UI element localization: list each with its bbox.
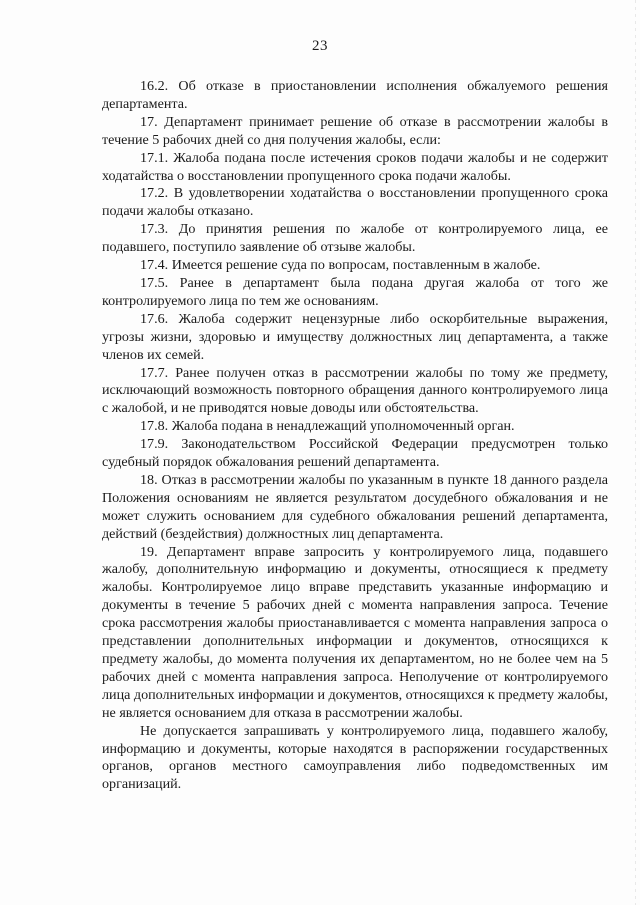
paragraph-17-3: 17.3. До принятия решения по жалобе от контролируемого лица, ее подавшего, поступило заявление об отзыве жалобы. xyxy=(102,221,608,256)
paragraph-17-9: 17.9. Законодательством Российской Федерации предусмотрен только судебный порядок обжалования решений департамента. xyxy=(102,436,608,471)
document-body xyxy=(102,78,608,794)
page-number: 23 xyxy=(312,38,328,54)
paragraph-17-8: 17.8. Жалоба подана в ненадлежащий уполномоченный орган. xyxy=(140,418,515,435)
paragraph-17-4: 17.4. Имеется решение суда по вопросам, поставленным в жалобе. xyxy=(140,257,541,274)
paragraph-17-5: 17.5. Ранее в департамент была подана другая жалоба от того же контролируемого лица по тем же основаниям. xyxy=(102,274,608,309)
paragraph-19: 19. Департамент вправе запросить у контролируемого лица, подавшего жалобу, дополнительную информацию и документы, относящиеся к предмету жалобы. Контролируемое лицо вправе представить указанные информацию и документы в течение 5 рабочих дней с момента направления запроса. Течение срока рассмотрения жалобы приостанавливается с момента направления запроса о представлении дополнительных информации и документов, относящихся к предмету жалобы, до момента получения их департаментом, но не более чем на 5 рабочих дней с момента направления запроса. Неполучение от контролируемого лица дополнительных информации и документов, относящихся к предмету жалобы, не является основанием для отказа в рассмотрении жалобы. xyxy=(102,543,608,721)
scan-edge-line xyxy=(635,0,636,905)
paragraph-16-2: 16.2. Об отказе в приостановлении исполнения обжалуемого решения департамента. xyxy=(102,78,608,112)
paragraph-17-6: 17.6. Жалоба содержит нецензурные либо оскорбительные выражения, угрозы жизни, здоровью и имуществу должностных лиц департамента, а также членов их семей. xyxy=(102,310,608,363)
paragraph-17: 17. Департамент принимает решение об отказе в рассмотрении жалобы в течение 5 рабочих дней со дня получения жалобы, если: xyxy=(102,113,608,148)
paragraph-17-2: 17.2. В удовлетворении ходатайства о восстановлении пропущенного срока подачи жалобы отказано. xyxy=(102,185,608,220)
paragraph-17-1: 17.1. Жалоба подана после истечения сроков подачи жалобы и не содержит ходатайства о восстановлении пропущенного срока подачи жалобы. xyxy=(102,149,608,184)
paragraph-19-continued: Не допускается запрашивать у контролируемого лица, подавшего жалобу, информацию и документы, которые находятся в распоряжении государственных органов, органов местного самоуправления либо подведомственных им организаций. xyxy=(102,722,608,793)
paragraph-18: 18. Отказ в рассмотрении жалобы по указанным в пункте 18 данного раздела Положения основаниям не является результатом досудебного обжалования и не может служить основанием для судебного обжалования решений департамента, действий (бездействия) должностных лиц департамента. xyxy=(102,471,608,542)
paragraph-17-7: 17.7. Ранее получен отказ в рассмотрении жалобы по тому же предмету, исключающий возможность повторного обращения данного контролируемого лица с жалобой, и не приводятся новые доводы или обстоятельства. xyxy=(102,364,608,417)
